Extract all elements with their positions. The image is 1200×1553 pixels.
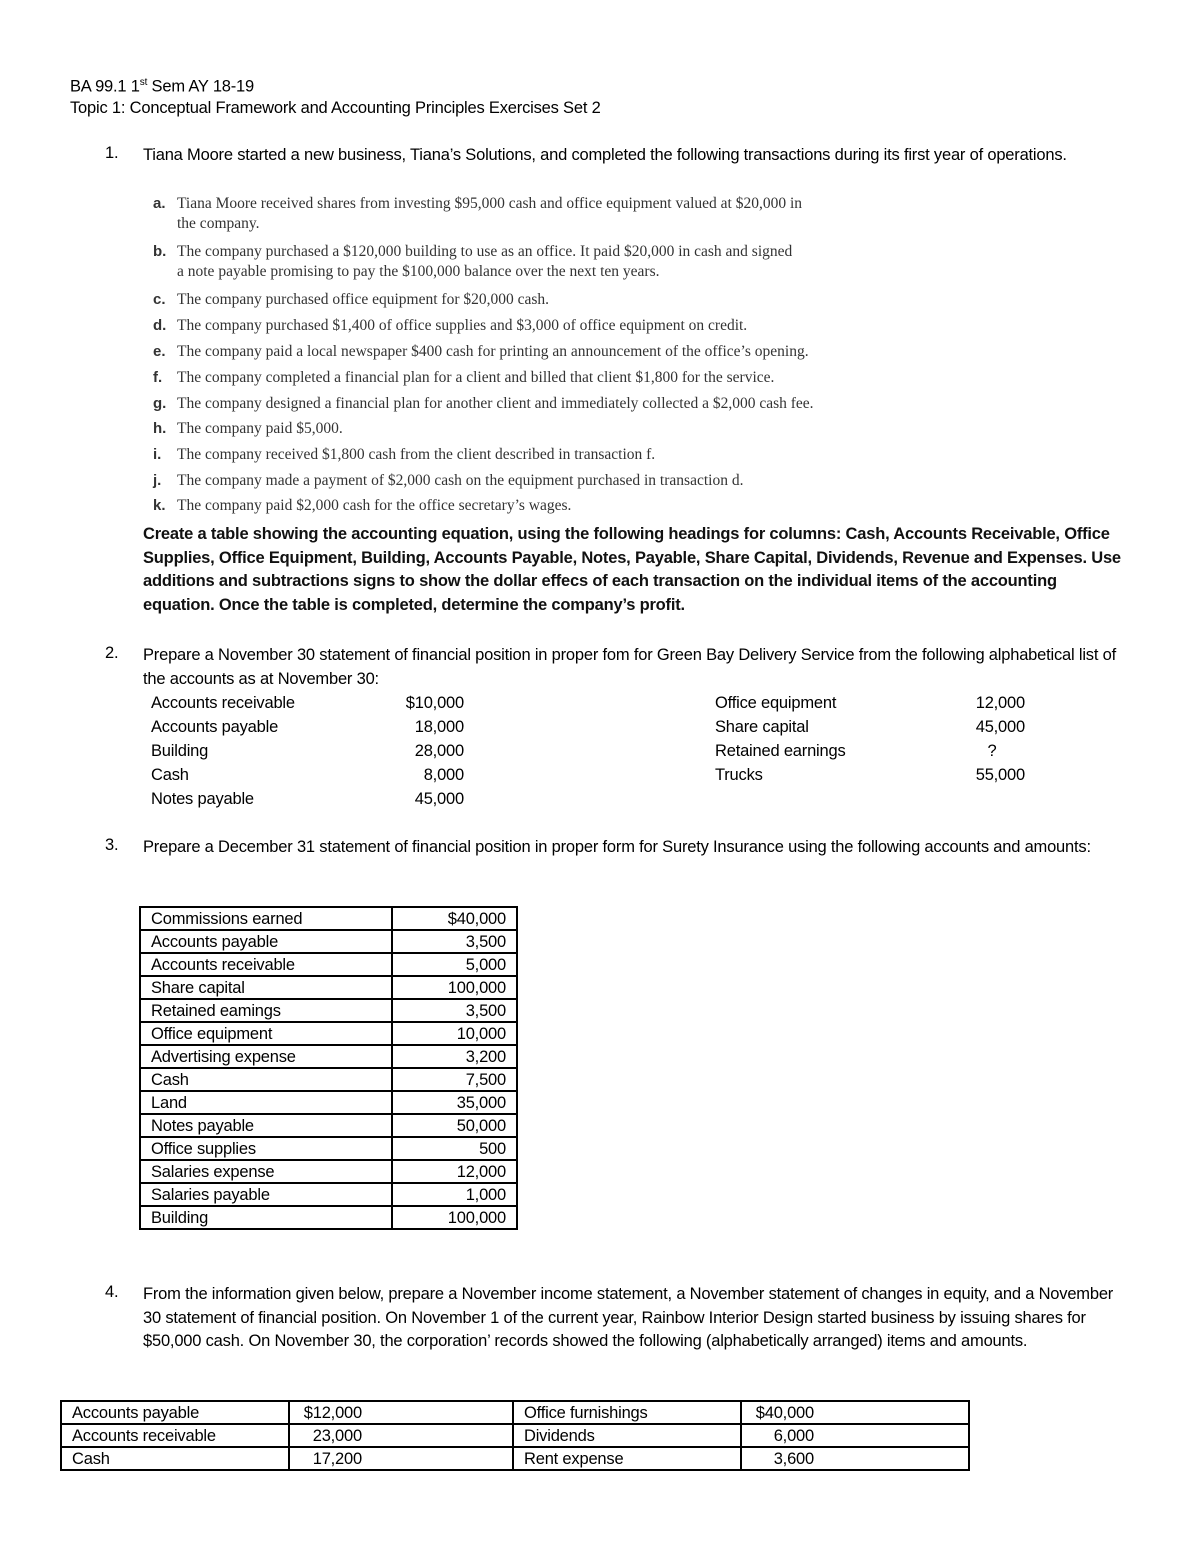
- account-name-cell: Land: [140, 1091, 392, 1114]
- q4-intro: From the information given below, prepare a November income statement, a November statement of changes in equity, and a November 30 statement of financial position. On November 1 of the current year, Rainbow Interior Design started business by issuing shares for $50,000 cash. On November 30, the corporation’ records showed the following (alphabetically arranged) items and amounts.: [143, 1285, 1114, 1350]
- account-name-cell: Building: [140, 1206, 392, 1229]
- account-amount: $40,000: [755, 1403, 814, 1422]
- account-amount-cell: 12,000: [392, 1160, 517, 1183]
- q1-number: 1.: [105, 144, 119, 162]
- q2-account-amount: $10,000: [405, 694, 464, 712]
- q1-item: [153, 445, 933, 465]
- table-row: [61, 1401, 969, 1424]
- q1-item: [153, 496, 933, 516]
- q3-accounts-table: [139, 906, 518, 1230]
- course-term: Sem AY 18-19: [147, 77, 255, 96]
- q1-item-continuation: the company.: [177, 215, 260, 232]
- table-row: [140, 1114, 517, 1137]
- q2-account-amount: 28,000: [414, 742, 464, 760]
- q2-account-amount: 8,000: [423, 766, 464, 784]
- account-name-cell: Advertising expense: [140, 1045, 392, 1068]
- account-name-cell: Accounts receivable: [140, 953, 392, 976]
- q1-item-text: The company paid a local newspaper $400 cash for printing an announcement of the office’s opening.: [177, 343, 809, 360]
- q1-item: [153, 394, 933, 414]
- q2-account-name: Retained earnings: [715, 742, 846, 760]
- account-amount-cell: 3,200: [392, 1045, 517, 1068]
- q2-account-name: Accounts payable: [151, 718, 279, 736]
- account-amount-cell: 35,000: [392, 1091, 517, 1114]
- account-name-cell: Notes payable: [140, 1114, 392, 1137]
- account-amount-cell: [741, 1447, 969, 1470]
- account-name-cell: Share capital: [140, 976, 392, 999]
- q1-item-label: i.: [153, 446, 162, 463]
- account-amount-cell: 5,000: [392, 953, 517, 976]
- table-row: [140, 1206, 517, 1229]
- account-amount-cell: 100,000: [392, 976, 517, 999]
- account-amount: $12,000: [303, 1403, 362, 1422]
- account-amount-cell: [289, 1401, 513, 1424]
- q1-item-text: The company completed a financial plan for a client and billed that client $1,800 for the service.: [177, 369, 775, 386]
- q1-item-label: f.: [153, 369, 163, 386]
- account-amount-cell: 50,000: [392, 1114, 517, 1137]
- table-row: [140, 1160, 517, 1183]
- account-amount-cell: [289, 1424, 513, 1447]
- q2-account-amount: 45,000: [414, 790, 464, 808]
- q1-item: [153, 194, 933, 234]
- q1-item-text: The company paid $5,000.: [177, 420, 343, 437]
- account-amount: 17,200: [312, 1449, 362, 1468]
- account-name-cell: Dividends: [513, 1424, 741, 1447]
- q1-item: [153, 316, 933, 336]
- account-name-cell: Accounts receivable: [61, 1424, 289, 1447]
- table-row: [140, 953, 517, 976]
- q1-item-label: b.: [153, 243, 167, 260]
- q1-item: [153, 419, 933, 439]
- q2-account-name: Share capital: [715, 718, 809, 736]
- table-row: [61, 1447, 969, 1470]
- account-amount-cell: [289, 1447, 513, 1470]
- table-row: [140, 999, 517, 1022]
- q1-item-label: e.: [153, 343, 166, 360]
- account-name-cell: Retained eamings: [140, 999, 392, 1022]
- account-name-cell: Office equipment: [140, 1022, 392, 1045]
- q1-intro: Tiana Moore started a new business, Tiana’s Solutions, and completed the following transactions during its first year of operations.: [143, 146, 1067, 164]
- q3-number: 3.: [105, 836, 119, 854]
- q1-item-text: The company purchased a $120,000 building to use as an office. It paid $20,000 in cash and signed: [177, 243, 793, 260]
- table-row: [140, 976, 517, 999]
- q1-item-label: a.: [153, 195, 166, 212]
- q2-account-amount: ?: [987, 742, 997, 760]
- q1-instruction: Create a table showing the accounting equation, using the following headings for columns: Cash, Accounts Receivable, Office Supplies, Office Equipment, Building, Accounts Payable, Notes, Payable, Share Capital, Dividends, Revenue and Expenses. Use additions and subtractions signs to show the dollar effecs of each transaction on the individual items of the accounting equation. Once the table is completed, determine the company’s profit.: [143, 525, 1121, 614]
- table-row: [140, 1183, 517, 1206]
- q1-item-label: g.: [153, 395, 167, 412]
- q1-item: [153, 471, 933, 491]
- account-name-cell: Salaries expense: [140, 1160, 392, 1183]
- q2-account-name: Office equipment: [715, 694, 837, 712]
- account-name-cell: Accounts payable: [61, 1401, 289, 1424]
- account-name-cell: Office furnishings: [513, 1401, 741, 1424]
- account-amount-cell: 1,000: [392, 1183, 517, 1206]
- account-amount-cell: 3,500: [392, 930, 517, 953]
- q2-intro: Prepare a November 30 statement of financial position in proper fom for Green Bay Delivery Service from the following alphabetical list of the accounts as at November 30:: [143, 646, 1116, 688]
- account-amount: 23,000: [312, 1426, 362, 1445]
- q2-account-name: Notes payable: [151, 790, 254, 808]
- q2-account-name: Cash: [151, 766, 189, 784]
- q1-item-text: The company designed a financial plan for another client and immediately collected a $2,000 cash fee.: [177, 395, 814, 412]
- table-row: [140, 907, 517, 930]
- account-name-cell: Cash: [61, 1447, 289, 1470]
- account-name-cell: Office supplies: [140, 1137, 392, 1160]
- q2-account-name: Building: [151, 742, 209, 760]
- course-header: [70, 71, 254, 99]
- table-row: [140, 1137, 517, 1160]
- q3-intro: Prepare a December 31 statement of financial position in proper form for Surety Insurance using the following accounts and amounts:: [143, 838, 1091, 856]
- account-name-cell: Salaries payable: [140, 1183, 392, 1206]
- account-amount-cell: 3,500: [392, 999, 517, 1022]
- q4-number: 4.: [105, 1283, 119, 1301]
- table-row: [140, 930, 517, 953]
- account-amount: 3,600: [773, 1449, 814, 1468]
- q1-item-label: h.: [153, 420, 167, 437]
- course-code: BA 99.1 1: [70, 77, 140, 96]
- q2-account-amount: 55,000: [975, 766, 1025, 784]
- q1-item-label: d.: [153, 317, 167, 334]
- q1-item-label: j.: [153, 472, 162, 489]
- account-amount-cell: 100,000: [392, 1206, 517, 1229]
- account-name-cell: Commissions earned: [140, 907, 392, 930]
- q1-item-text: The company purchased $1,400 of office supplies and $3,000 of office equipment on credit.: [177, 317, 748, 334]
- q2-account-amount: 12,000: [975, 694, 1025, 712]
- account-amount-cell: 7,500: [392, 1068, 517, 1091]
- topic-title: Topic 1: Conceptual Framework and Accounting Principles Exercises Set 2: [70, 99, 601, 117]
- table-row: [140, 1045, 517, 1068]
- table-row: [140, 1091, 517, 1114]
- account-amount-cell: [741, 1401, 969, 1424]
- q1-item-text: The company purchased office equipment for $20,000 cash.: [177, 291, 550, 308]
- q2-account-name: Accounts receivable: [151, 694, 295, 712]
- account-name-cell: Accounts payable: [140, 930, 392, 953]
- q1-item-continuation: a note payable promising to pay the $100,000 balance over the next ten years.: [177, 263, 660, 280]
- account-amount-cell: $40,000: [392, 907, 517, 930]
- q1-item-text: Tiana Moore received shares from investing $95,000 cash and office equipment valued at $20,000 in: [177, 195, 803, 212]
- q1-item-text: The company received $1,800 cash from the client described in transaction f.: [177, 446, 656, 463]
- q1-item: [153, 242, 933, 282]
- account-name-cell: Cash: [140, 1068, 392, 1091]
- account-name-cell: Rent expense: [513, 1447, 741, 1470]
- q1-item-label: k.: [153, 497, 166, 514]
- q1-item-text: The company paid $2,000 cash for the office secretary’s wages.: [177, 497, 572, 514]
- q1-item: [153, 290, 933, 310]
- table-row: [140, 1022, 517, 1045]
- table-row: [140, 1068, 517, 1091]
- q2-number: 2.: [105, 644, 119, 662]
- account-amount-cell: 500: [392, 1137, 517, 1160]
- q1-item: [153, 368, 933, 388]
- q2-account-name: Trucks: [715, 766, 763, 784]
- course-superscript: st: [139, 77, 148, 88]
- account-amount-cell: [741, 1424, 969, 1447]
- q2-account-amount: 18,000: [414, 718, 464, 736]
- q4-accounts-table: [60, 1400, 970, 1471]
- table-row: [61, 1424, 969, 1447]
- q1-item-text: The company made a payment of $2,000 cash on the equipment purchased in transaction d.: [177, 472, 744, 489]
- account-amount-cell: 10,000: [392, 1022, 517, 1045]
- q1-item: [153, 342, 933, 362]
- account-amount: 6,000: [773, 1426, 814, 1445]
- q2-account-amount: 45,000: [975, 718, 1025, 736]
- q1-item-label: c.: [153, 291, 166, 308]
